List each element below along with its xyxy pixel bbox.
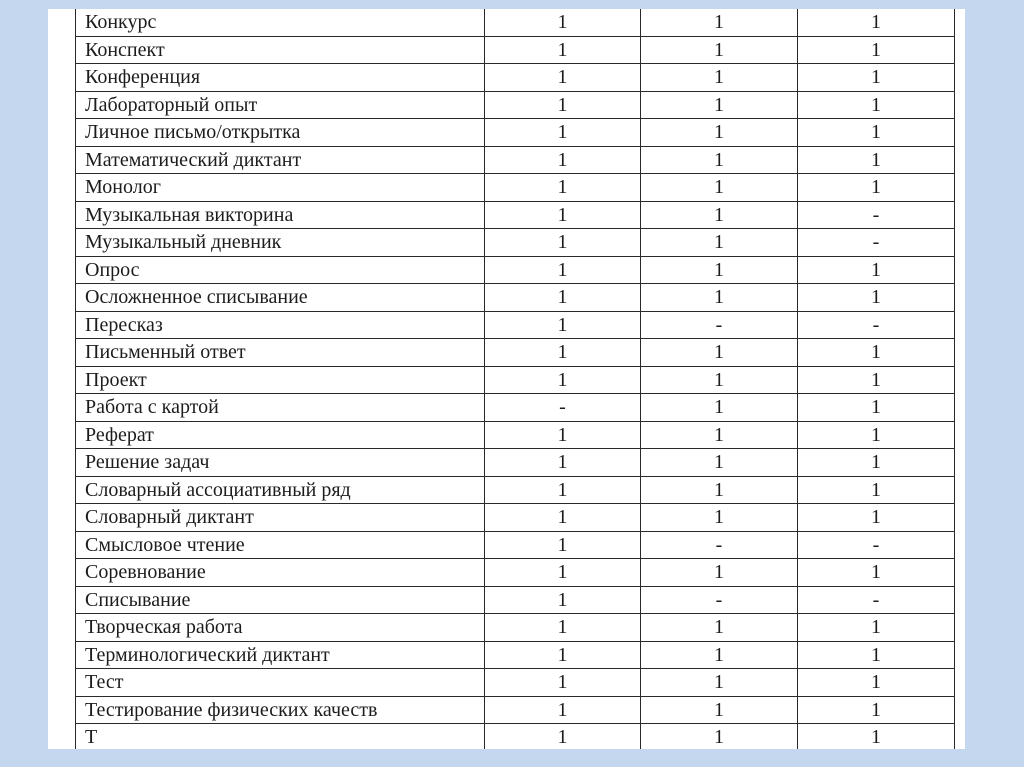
row-value-1-cell: 1 <box>485 9 641 36</box>
row-value-1-cell: 1 <box>485 64 641 92</box>
row-value-1-cell: 1 <box>485 531 641 559</box>
row-value-3-cell: 1 <box>798 669 955 697</box>
row-value-3-cell: - <box>798 531 955 559</box>
row-name-cell: Творческая работа <box>76 614 485 642</box>
row-value-2-cell: 1 <box>641 641 798 669</box>
row-value-2-cell: 1 <box>641 284 798 312</box>
table-row <box>76 146 955 174</box>
row-value-2-cell: 1 <box>641 201 798 229</box>
row-value-2-cell: 1 <box>641 476 798 504</box>
row-name-cell: Работа с картой <box>76 394 485 422</box>
row-value-3-cell: 1 <box>798 559 955 587</box>
table-row <box>76 724 955 750</box>
row-value-1-cell: 1 <box>485 339 641 367</box>
row-value-2-cell: 1 <box>641 256 798 284</box>
table-row <box>76 174 955 202</box>
row-name-cell: Личное письмо/открытка <box>76 119 485 147</box>
table-row <box>76 531 955 559</box>
table-row <box>76 36 955 64</box>
row-name-cell: Конспект <box>76 36 485 64</box>
row-value-3-cell: 1 <box>798 91 955 119</box>
row-value-1-cell: 1 <box>485 146 641 174</box>
row-value-1-cell: 1 <box>485 201 641 229</box>
row-value-1-cell: 1 <box>485 476 641 504</box>
table-row <box>76 311 955 339</box>
row-value-2-cell: 1 <box>641 91 798 119</box>
row-value-3-cell: - <box>798 201 955 229</box>
slide-page <box>48 9 965 749</box>
row-value-2-cell: 1 <box>641 559 798 587</box>
row-value-1-cell: 1 <box>485 256 641 284</box>
table-row <box>76 201 955 229</box>
table-row <box>76 256 955 284</box>
row-value-1-cell: 1 <box>485 36 641 64</box>
table-row <box>76 614 955 642</box>
row-name-cell: Соревнование <box>76 559 485 587</box>
row-name-cell: Словарный диктант <box>76 504 485 532</box>
row-value-1-cell: 1 <box>485 724 641 750</box>
row-value-3-cell: 1 <box>798 614 955 642</box>
row-value-1-cell: 1 <box>485 586 641 614</box>
row-value-3-cell: 1 <box>798 146 955 174</box>
table-row <box>76 586 955 614</box>
row-value-2-cell: 1 <box>641 394 798 422</box>
row-value-2-cell: 1 <box>641 449 798 477</box>
row-name-cell: Музыкальный дневник <box>76 229 485 257</box>
table-row <box>76 284 955 312</box>
row-value-2-cell: 1 <box>641 366 798 394</box>
table-row <box>76 421 955 449</box>
row-value-1-cell: 1 <box>485 504 641 532</box>
table-body <box>76 9 955 749</box>
row-value-3-cell: 1 <box>798 174 955 202</box>
row-value-2-cell: 1 <box>641 146 798 174</box>
row-value-3-cell: 1 <box>798 284 955 312</box>
table-row <box>76 394 955 422</box>
row-value-3-cell: 1 <box>798 504 955 532</box>
row-value-2-cell: 1 <box>641 669 798 697</box>
row-value-3-cell: 1 <box>798 421 955 449</box>
row-name-cell: Тестирование физических качеств <box>76 696 485 724</box>
table-row <box>76 449 955 477</box>
row-name-cell: Конференция <box>76 64 485 92</box>
table-row <box>76 119 955 147</box>
row-name-cell: Списывание <box>76 586 485 614</box>
row-value-3-cell: 1 <box>798 641 955 669</box>
table-row <box>76 366 955 394</box>
table-row <box>76 559 955 587</box>
row-value-1-cell: 1 <box>485 311 641 339</box>
row-value-3-cell: 1 <box>798 476 955 504</box>
row-value-3-cell: - <box>798 311 955 339</box>
row-value-3-cell: 1 <box>798 9 955 36</box>
row-value-2-cell: - <box>641 311 798 339</box>
row-value-3-cell: 1 <box>798 724 955 750</box>
row-value-2-cell: 1 <box>641 724 798 750</box>
row-value-2-cell: 1 <box>641 614 798 642</box>
row-value-1-cell: 1 <box>485 229 641 257</box>
row-name-cell: Смысловое чтение <box>76 531 485 559</box>
row-name-cell: Музыкальная викторина <box>76 201 485 229</box>
row-value-3-cell: 1 <box>798 36 955 64</box>
row-name-cell: Словарный ассоциативный ряд <box>76 476 485 504</box>
row-value-3-cell: 1 <box>798 449 955 477</box>
table-row <box>76 91 955 119</box>
row-value-3-cell: - <box>798 586 955 614</box>
row-value-1-cell: 1 <box>485 559 641 587</box>
row-value-1-cell: 1 <box>485 119 641 147</box>
row-value-2-cell: 1 <box>641 174 798 202</box>
row-value-1-cell: 1 <box>485 366 641 394</box>
table-row <box>76 64 955 92</box>
row-value-2-cell: 1 <box>641 339 798 367</box>
row-value-2-cell: 1 <box>641 696 798 724</box>
table-row <box>76 504 955 532</box>
row-value-2-cell: 1 <box>641 119 798 147</box>
row-value-2-cell: - <box>641 586 798 614</box>
row-name-cell: Пересказ <box>76 311 485 339</box>
row-name-cell: Терминологический диктант <box>76 641 485 669</box>
row-value-1-cell: 1 <box>485 614 641 642</box>
row-name-cell: Т <box>76 724 485 750</box>
row-value-1-cell: - <box>485 394 641 422</box>
row-value-1-cell: 1 <box>485 91 641 119</box>
table-row <box>76 669 955 697</box>
row-name-cell: Конкурс <box>76 9 485 36</box>
row-value-2-cell: 1 <box>641 229 798 257</box>
row-name-cell: Лабораторный опыт <box>76 91 485 119</box>
row-value-1-cell: 1 <box>485 641 641 669</box>
row-value-3-cell: - <box>798 229 955 257</box>
row-value-2-cell: 1 <box>641 421 798 449</box>
row-value-1-cell: 1 <box>485 174 641 202</box>
row-value-3-cell: 1 <box>798 256 955 284</box>
row-name-cell: Реферат <box>76 421 485 449</box>
row-name-cell: Тест <box>76 669 485 697</box>
table-row <box>76 9 955 36</box>
row-name-cell: Письменный ответ <box>76 339 485 367</box>
table-row <box>76 229 955 257</box>
row-value-1-cell: 1 <box>485 421 641 449</box>
row-name-cell: Опрос <box>76 256 485 284</box>
row-value-2-cell: 1 <box>641 36 798 64</box>
row-value-3-cell: 1 <box>798 394 955 422</box>
row-value-1-cell: 1 <box>485 696 641 724</box>
row-name-cell: Математический диктант <box>76 146 485 174</box>
row-value-2-cell: - <box>641 531 798 559</box>
table-row <box>76 339 955 367</box>
row-value-2-cell: 1 <box>641 504 798 532</box>
row-value-1-cell: 1 <box>485 669 641 697</box>
row-name-cell: Проект <box>76 366 485 394</box>
row-value-2-cell: 1 <box>641 9 798 36</box>
row-value-3-cell: 1 <box>798 64 955 92</box>
row-name-cell: Решение задач <box>76 449 485 477</box>
row-value-1-cell: 1 <box>485 449 641 477</box>
row-name-cell: Монолог <box>76 174 485 202</box>
row-value-3-cell: 1 <box>798 119 955 147</box>
row-value-2-cell: 1 <box>641 64 798 92</box>
row-value-1-cell: 1 <box>485 284 641 312</box>
row-value-3-cell: 1 <box>798 339 955 367</box>
table-row <box>76 476 955 504</box>
row-value-3-cell: 1 <box>798 366 955 394</box>
assessment-forms-table <box>75 9 955 749</box>
row-name-cell: Осложненное списывание <box>76 284 485 312</box>
table-row <box>76 696 955 724</box>
table-row <box>76 641 955 669</box>
row-value-3-cell: 1 <box>798 696 955 724</box>
